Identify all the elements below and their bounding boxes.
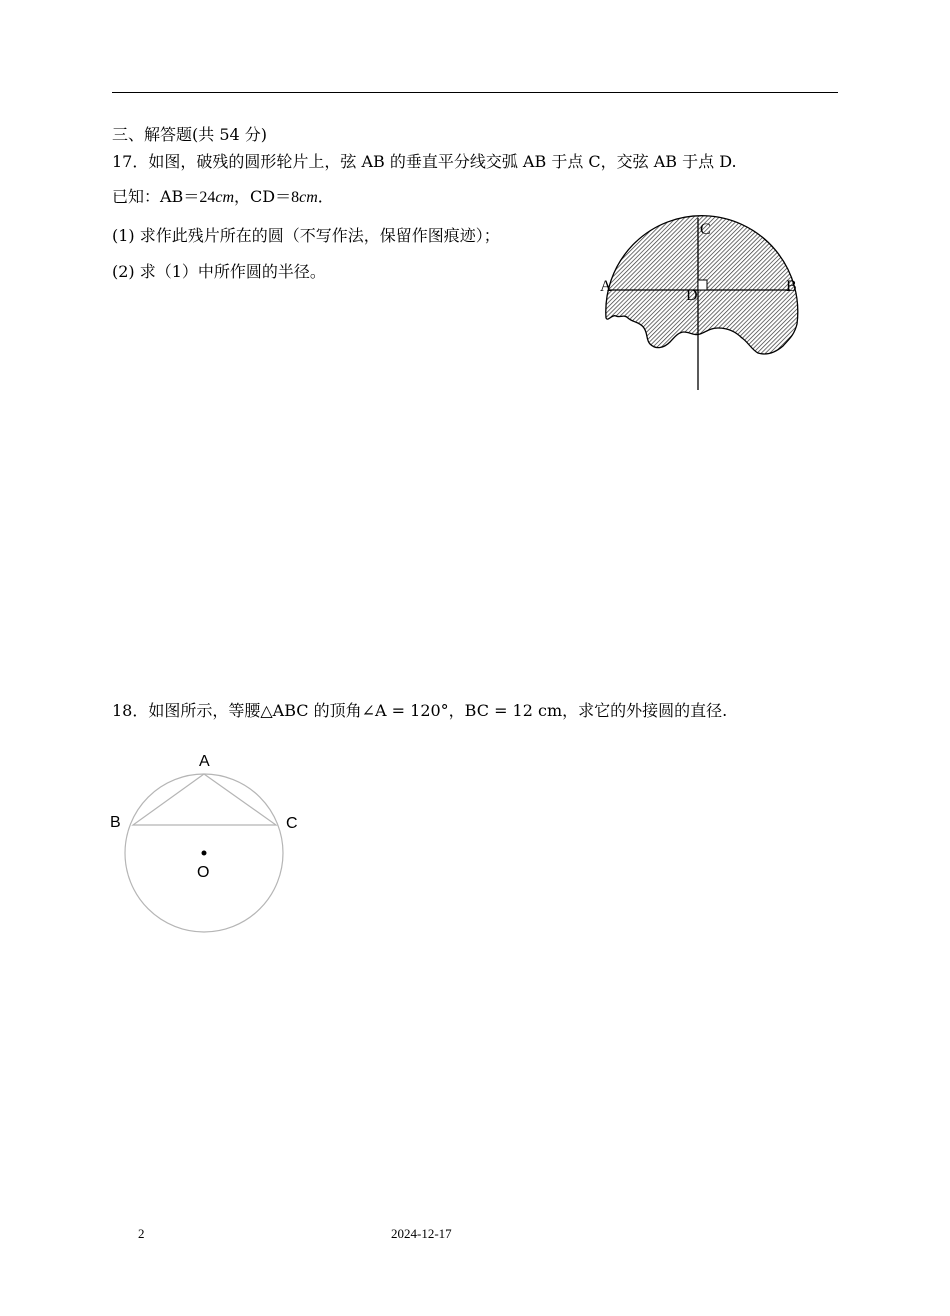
- footer-date: 2024-12-17: [391, 1226, 452, 1241]
- q18-label-o: O: [197, 864, 210, 881]
- q17-figure: [590, 210, 810, 400]
- q18-figure: [100, 745, 320, 945]
- q17-label-c: C: [700, 221, 711, 238]
- q18-center-point: [202, 851, 207, 856]
- q18-stem: 18．如图所示，等腰△ABC 的顶角∠A = 120°，BC = 12 cm，求它的外接圆的直径.: [112, 701, 728, 720]
- q17-cd-value: ＝8: [275, 189, 300, 206]
- q17-cd-unit: cm: [299, 189, 318, 206]
- q17-part2: (2) 求（1）中所作圆的半径。: [112, 262, 326, 281]
- q17-label-a: A: [600, 278, 612, 295]
- q17-given-mid: ，CD: [234, 187, 276, 206]
- q17-given: [112, 187, 334, 208]
- header-rule: [112, 92, 838, 93]
- q17-label-d: D: [686, 287, 698, 304]
- footer-page-number: 2: [138, 1226, 145, 1241]
- q18-label-a: A: [199, 753, 210, 770]
- q18-label-b: B: [110, 814, 121, 831]
- q18-triangle-abc: [133, 774, 276, 825]
- q18-label-c: C: [286, 815, 298, 832]
- section-title: 三、解答题(共 54 分): [112, 125, 268, 144]
- q17-ab-value: ＝24: [183, 189, 216, 206]
- q17-ab-unit: cm: [215, 189, 234, 206]
- q17-label-b: B: [786, 278, 797, 295]
- q17-stem: 17．如图，破残的圆形轮片上，弦 AB 的垂直平分线交弧 AB 于点 C，交弦 AB 于点 D.: [112, 152, 737, 171]
- q17-right-angle-mark: [698, 280, 707, 290]
- q17-part1: (1) 求作此残片所在的圆（不写作法，保留作图痕迹）；: [112, 226, 500, 245]
- q17-given-end: ．: [317, 187, 334, 206]
- q17-given-prefix: 已知：AB: [112, 187, 184, 206]
